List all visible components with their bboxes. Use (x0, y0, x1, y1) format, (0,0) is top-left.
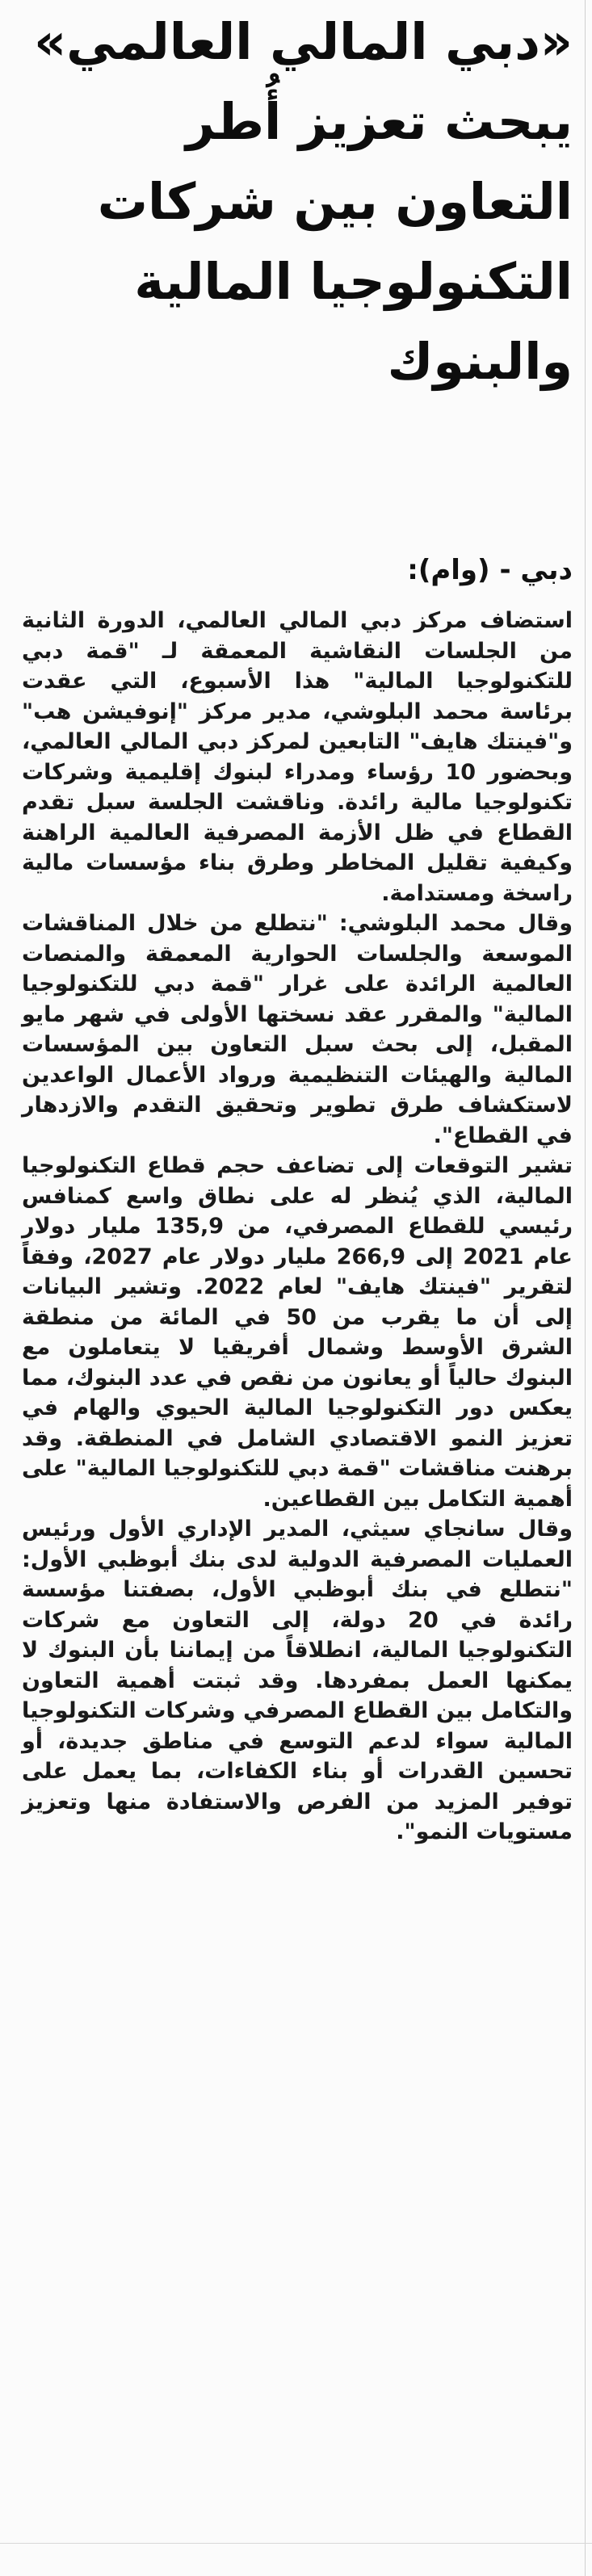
paragraph-2: وقال محمد البلوشي: "نتطلع من خلال المناقشات الموسعة والجلسات الحوارية المعمقة والمنصات العالمية الرائدة على غرار "قمة دبي للتكنولوجيا المالية" والمقرر عقد نسختها الأولى في شهر مايو المقبل، إلى بحث سبل التعاون بين المؤسسات المالية والهيئات التنظيمية ورواد الأعمال الواعدين لاستكشاف طرق تطوير وتحقيق التقدم والازدهار في القطاع". (22, 911, 573, 1148)
article-body (22, 606, 573, 1848)
paragraph-3: تشير التوقعات إلى تضاعف حجم قطاع التكنولوجيا المالية، الذي يُنظر له على نطاق واسع كمنافس رئيسي للقطاع المصرفي، من 135,9 مليار دولار عام 2021 إلى 266,9 مليار دولار عام 2027، وفقاً لتقرير "فينتك هايف" لعام 2022. وتشير البيانات إلى أن ما يقرب من 50 في المائة من منطقة الشرق الأوسط وشمال أفريقيا لا يتعاملون مع البنوك حالياً أو يعانون من نقص في عدد البنوك، مما يعكس دور التكنولوجيا المالية الحيوي والهام في تعزيز النمو الاقتصادي الشامل في المنطقة. وقد برهنت مناقشات "قمة دبي للتكنولوجيا المالية" على أهمية التكامل بين القطاعين. (22, 1153, 573, 1512)
paragraph-1: استضاف مركز دبي المالي العالمي، الدورة الثانية من الجلسات النقاشية المعمقة لـ "قمة دبي للتكنولوجيا المالية" هذا الأسبوع، التي عقدت برئاسة محمد البلوشي، مدير مركز "إنوفيشن هب" و"فينتك هايف" التابعين لمركز دبي المالي العالمي، وبحضور 10 رؤساء ومدراء لبنوك إقليمية وشركات تكنولوجيا مالية رائدة. وناقشت الجلسة سبل تقدم القطاع في ظل الأزمة المصرفية العالمية الراهنة وكيفية تقليل المخاطر وطرق بناء مؤسسات مالية راسخة ومستدامة. (22, 608, 573, 906)
paragraph-4: وقال سانجاي سيثي، المدير الإداري الأول ورئيس العمليات المصرفية الدولية لدى بنك أبوظبي الأول: "نتطلع في بنك أبوظبي الأول، بصفتنا مؤسسة رائدة في 20 دولة، إلى التعاون مع شركات التكنولوجيا المالية، انطلاقاً من إيماننا بأن البنوك لا يمكنها العمل بمفردها. وقد ثبتت أهمية التعاون والتكامل بين القطاع المصرفي وشركات التكنولوجيا المالية سواء لدعم التوسع في مناطق جديدة، أو تحسين القدرات أو بناء الكفاءات، بما يعمل على توفير المزيد من الفرص والاستفادة منها وتعزيز مستويات النمو". (22, 1517, 573, 1844)
headline: «دبي المالي العالمي» يبحث تعزيز أُطر التعاون بين شركات التكنولوجيا المالية والبنوك (34, 12, 573, 391)
column-rule (585, 0, 586, 2576)
dateline: دبي - (وام): (407, 554, 573, 586)
bottom-rule (0, 2543, 592, 2544)
